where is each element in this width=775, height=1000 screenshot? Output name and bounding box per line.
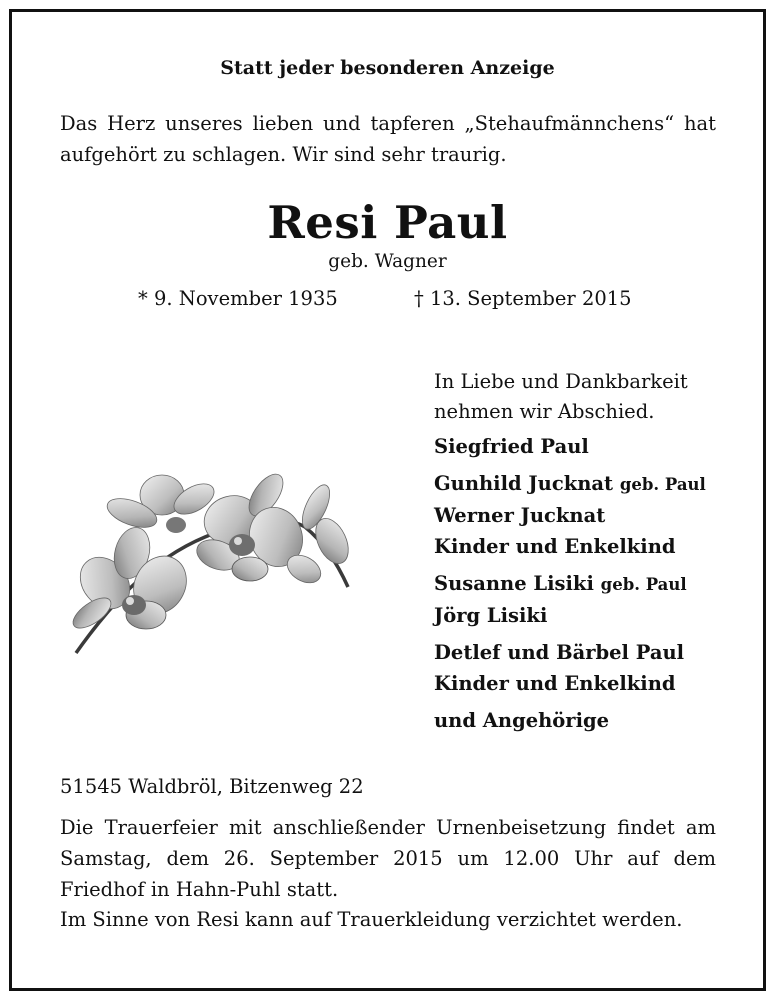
orchid-flower-1: [70, 523, 197, 633]
member-name: Detlef und Bärbel Paul: [434, 641, 685, 664]
birth-date: * 9. November 1935: [138, 287, 338, 310]
thanks-text: [434, 367, 754, 427]
ceremony-text: Die Trauerfeier mit anschließender Urnenbeisetzung findet am Samstag, dem 26. September 2015 um 12.00 Uhr auf dem Friedhof in Hahn-Puhl statt.: [60, 816, 716, 901]
member-name: Jörg Lisiki: [434, 604, 548, 627]
mourning-note: Im Sinne von Resi kann auf Trauerkleidung verzichtet werden.: [60, 908, 683, 931]
member-name: Kinder und Enkelkind: [434, 672, 676, 695]
intro-text: Das Herz unseres lieben und tapferen „Stehaufmännchens“ hat aufgehört zu schlagen. Wir sind sehr traurig.: [60, 112, 716, 166]
member-note: geb. Paul: [619, 475, 706, 494]
family-member: [434, 568, 754, 600]
address-text: 51545 Waldbröl, Bitzenweg 22: [60, 775, 364, 798]
member-name: Gunhild Jucknat: [434, 472, 614, 495]
family-signatures: [434, 367, 754, 736]
member-note: geb. Paul: [600, 575, 687, 594]
member-name: Kinder und Enkelkind: [434, 535, 676, 558]
member-name: Werner Jucknat: [434, 504, 606, 527]
family-member: [434, 431, 754, 462]
family-member: [434, 668, 754, 699]
family-member: [434, 531, 754, 562]
deceased-name: Resi Paul: [267, 196, 508, 249]
family-member: [434, 500, 754, 531]
orchid-icon: [70, 465, 355, 664]
orchid-flower-2: [103, 475, 219, 533]
family-member: [434, 600, 754, 631]
member-name: und Angehörige: [434, 709, 610, 732]
family-member: [434, 705, 754, 736]
notice-headline: Statt jeder besonderen Anzeige: [220, 57, 555, 79]
family-member: [434, 637, 754, 668]
thanks-line: In Liebe und Dankbarkeit: [434, 370, 688, 393]
family-member: [434, 468, 754, 500]
thanks-line: nehmen wir Abschied.: [434, 400, 655, 423]
death-date: † 13. September 2015: [414, 287, 632, 310]
member-name: Siegfried Paul: [434, 435, 589, 458]
member-name: Susanne Lisiki: [434, 572, 594, 595]
maiden-name: geb. Wagner: [328, 251, 447, 272]
